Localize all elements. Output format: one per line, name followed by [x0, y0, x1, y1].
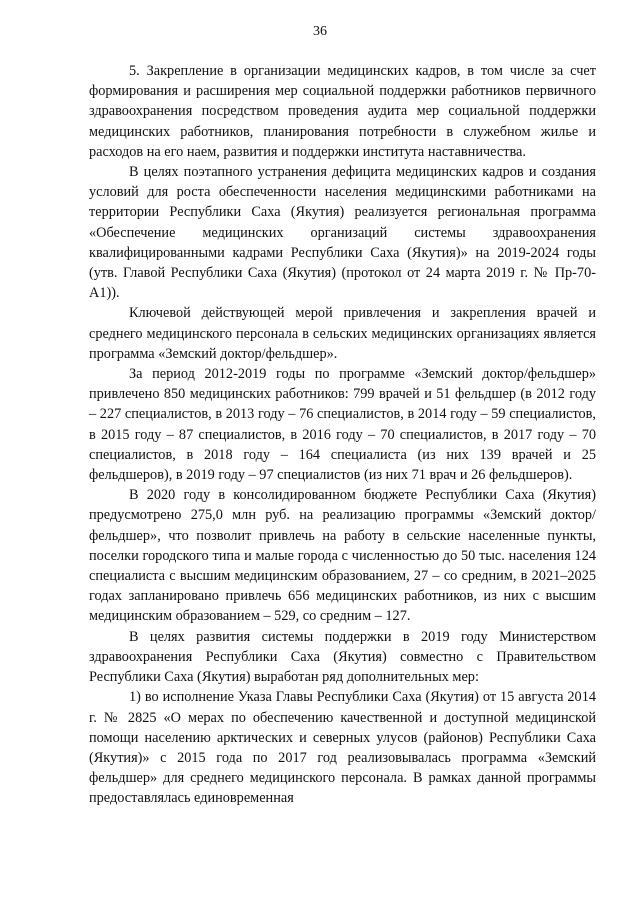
paragraph-additional-measures: В целях развития системы поддержки в 2019 году Министерством здравоохранения Республики Саха (Якутия) совместно с Правительством Республики Саха (Якутия) выработан ряд дополнительных мер: — [89, 628, 596, 686]
paragraph-key-measure: Ключевой действующей мерой привлечения и закрепления врачей и среднего медицинского персонала в сельских медицинских организациях является программа «Земский доктор/фельдшер». — [89, 305, 596, 362]
paragraph-2020-budget: В 2020 году в консолидированном бюджете Республики Саха (Якутия) предусмотрено 275,0 млн руб. на реализацию программы «Земский доктор/фельдшер», что позволит привлечь на работу в сельские населенные пункты, поселки городского типа и малые города с численностью до 50 тыс. населения 124 специалиста с высшим медицинским образованием, 27 – со средним, в 2021–2025 годах запланировано привлечь 656 медицинских работников, из них с высшим медицинским образованием – 529, со средним – 127. — [89, 487, 596, 625]
document-body — [89, 61, 596, 809]
page-number: 36 — [313, 24, 327, 39]
paragraph-regional-program: В целях поэтапного устранения дефицита медицинских кадров и создания условий для роста обеспеченности населения медицинскими работниками на территории Республики Саха (Якутия) реализуется региональная программа «Обеспечение медицинских организаций системы здравоохранения квалифицированными кадрами Республики Саха (Якутия)» на 2019-2024 годы (утв. Главой Республики Саха (Якутия) (протокол от 24 марта 2019 г. № Пр-70-А1)). — [89, 164, 596, 302]
paragraph-2012-2019-results: За период 2012-2019 годы по программе «Земский доктор/фельдшер» привлечено 850 медицинских работников: 799 врачей и 51 фельдшер (в 2012 году – 227 специалистов, в 2013 году – 76 специалистов, в 2014 году – 59 специалистов, в 2015 году – 87 специалистов, в 2016 году – 70 специалистов, в 2017 году – 70 специалистов, в 2018 году – 164 специалиста (из них 139 врачей и 25 фельдшеров), в 2019 году – 97 специалистов (из них 71 врач и 26 фельдшеров). — [89, 366, 596, 484]
paragraph-staff-retention: 5. Закрепление в организации медицинских кадров, в том числе за счет формирования и расширения мер социальной поддержки работников первичного здравоохранения посредством проведения аудита мер социальной поддержки медицинских работников, планирования потребности в служебном жилье и расходов на его наем, развития и поддержки института наставничества. — [89, 63, 596, 160]
paragraph-zemsky-feldsher-decree: 1) во исполнение Указа Главы Республики Саха (Якутия) от 15 августа 2014 г. № 2825 «О мерах по обеспечению качественной и доступной медицинской помощи населению арктических и северных улусов (районов) Республики Саха (Якутия)» с 2015 года по 2017 год реализовывалась программа «Земский фельдшер» для среднего медицинского персонала. В рамках данной программы предоставлялась единовременная — [89, 689, 596, 807]
